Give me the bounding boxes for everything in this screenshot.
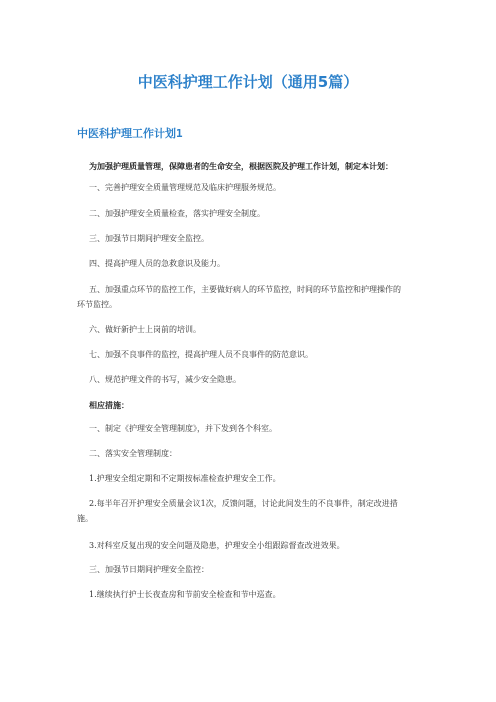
goal-item: 三、加强节日期间护理安全监控。 xyxy=(89,234,209,243)
goal-item: 七、加强不良事件的监控，提高护理人员不良事件的防范意识。 xyxy=(89,350,313,359)
measure-item: 二、落实安全管理制度： xyxy=(89,449,177,458)
section-heading: 中医科护理工作计划1 xyxy=(77,127,183,140)
goal-item: 六、做好新护士上岗前的培训。 xyxy=(89,325,201,334)
measure-item: 2.每半年召开护理安全质量会议1次，反馈问题，讨论此间发生的不良事件，制定改进措施。 xyxy=(77,499,398,523)
goal-item: 一、完善护理安全质量管理规范及临床护理服务规范。 xyxy=(89,183,281,192)
measure-item: 1.继续执行护士长夜查房和节前安全检查和节中巡查。 xyxy=(89,590,281,599)
measure-item: 三、加强节日期间护理安全监控： xyxy=(89,565,209,574)
document-title: 中医科护理工作计划（通用5篇） xyxy=(137,73,359,91)
goal-item: 八、规范护理文件的书写，减少安全隐患。 xyxy=(89,375,241,384)
measure-item: 1.护理安全组定期和不定期按标准检查护理安全工作。 xyxy=(89,474,281,483)
goal-item: 五、加强重点环节的监控工作，主要做好病人的环节监控，时间的环节监控和护理操作的环节监控。 xyxy=(77,285,401,309)
intro-paragraph: 为加强护理质量管理，保障患者的生命安全，根据医院及护理工作计划，制定本计划： xyxy=(89,161,393,171)
measure-item: 3.对科室反复出现的安全问题及隐患，护理安全小组跟踪督查改进效果。 xyxy=(89,541,345,550)
measure-item: 一、制定《护理安全管理制度》，并下发到各个科室。 xyxy=(89,424,277,433)
goal-item: 四、提高护理人员的急救意识及能力。 xyxy=(89,259,225,268)
goal-item: 二、加强护理安全质量检查，落实护理安全制度。 xyxy=(89,209,265,218)
measures-heading: 相应措施： xyxy=(89,400,129,410)
